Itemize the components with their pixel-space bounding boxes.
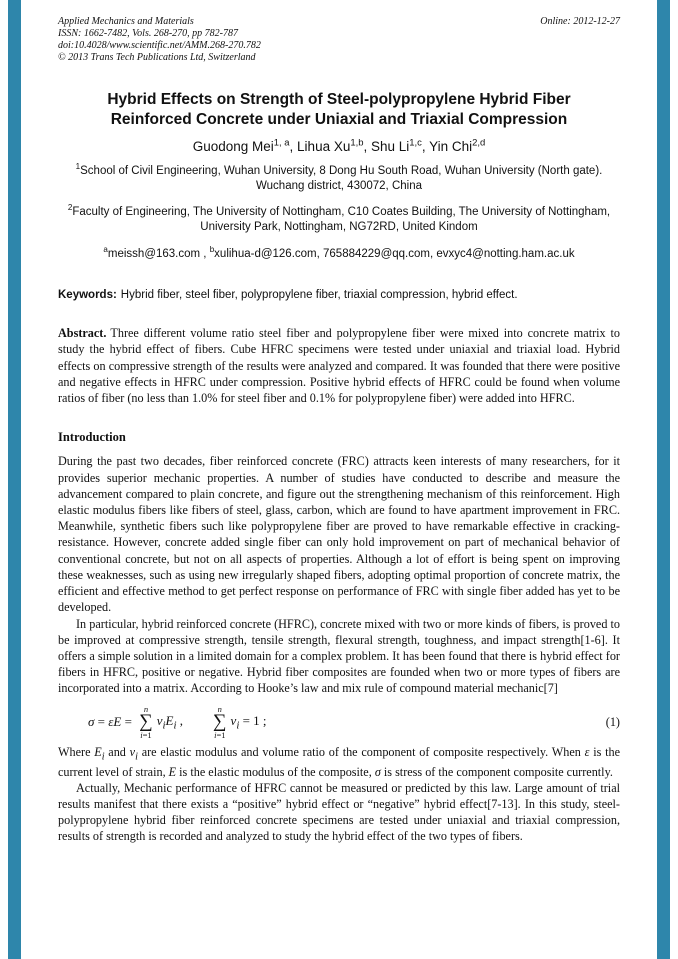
copyright-line: © 2013 Trans Tech Publications Ltd, Switzerland: [58, 52, 256, 63]
equation-1: [58, 705, 620, 740]
abstract-text: Three different volume ratio steel fiber and polypropylene fiber were mixed into concrete matrix to study the hybrid effect of fibers. Cube HFRC specimens were tested under uniaxial and triaxial load. Hybrid effects on compressive strength of the results were analyzed and compared. It was founded that there were positive and negative effects in HFRC under compression. Positive hybrid effects of HFRC could be found when volume ratios of fiber (no less than 1.0% for steel fiber and 0.1% for polypropylene fiber) were added into HFRC.: [58, 326, 620, 406]
keywords-label: Keywords:: [58, 288, 117, 301]
paper-title-line1: Hybrid Effects on Strength of Steel-polypropylene Hybrid Fiber: [107, 91, 571, 108]
summation-2-upper-limit: n: [217, 703, 222, 714]
summation-2-lower-limit: i=1: [214, 730, 226, 741]
doi-line: doi:10.4028/www.scientific.net/AMM.268-270.782: [58, 40, 261, 51]
right-edge-bar: [657, 0, 670, 959]
sigma-icon: ∑: [213, 711, 227, 733]
abstract-block: [58, 325, 620, 406]
keywords-block: [58, 288, 620, 304]
journal-title: Applied Mechanics and Materials: [58, 16, 194, 27]
affiliation-2: $^2$Faculty of Engineering, The University of Nottingham, C10 Coates Building, The University of Nottingham, University Park, Nottingham, NG72RD, United Kindom: [67, 202, 611, 234]
intro-paragraph-1: During the past two decades, fiber reinforced concrete (FRC) attracts keen interests of many researchers, for it provides superior mechanic properties. A number of studies have conducted to describe and measure the advancement compared to plain concrete, and figure out the strengthening mechanism of this reinforcement. High elastic modulus fibers like fibers of steel, glass, carbon, which are found to have apartment improvement in FRC. Meanwhile, synthetic fibers such like polypropylene fiber are proved to have remarkable effective in cracking-resistance. However, concrete added single fiber can only hold improvement on part of mechanical behavior of conventional concrete, but not on all aspects of properties. Although a lot of effort is being spent on improving these weaknesses, such as using new irregularly shaped fibers, adopting optimal proportion of concrete matrix, the efficient and effective method to get perfect response on performance of FRC with single fiber added has yet to be developed.: [58, 454, 620, 615]
paper-title: [58, 90, 620, 130]
summation-symbol-1: [139, 705, 153, 740]
summation-1-lower-limit: i=1: [140, 730, 152, 741]
authors-line: Guodong Mei$^{1, a}$, Lihua Xu$^{1,b}$, Shu Li$^{1,c}$, Yin Chi$^{2,d}$: [192, 137, 486, 154]
sigma-icon: ∑: [139, 711, 153, 733]
keywords-text: Hybrid fiber, steel fiber, polypropylene fiber, triaxial compression, hybrid effect.: [120, 288, 518, 301]
section-heading-introduction: Introduction: [58, 430, 126, 445]
affiliation-1: $^1$School of Civil Engineering, Wuhan University, 8 Dong Hu South Road, Wuhan University (North gate). Wuchang district, 430072, China: [75, 161, 603, 193]
equation-number: (1): [605, 714, 620, 729]
equation-term-1: $v_iE_i$ ,: [156, 712, 183, 732]
equation-lhs: σ = εE =: [88, 714, 136, 730]
intro-paragraph-4: Actually, Mechanic performance of HFRC cannot be measured or predicted by this law. Large amount of trial results manifest that there exists a “positive” hybrid effect or “negative” hybrid effect[7-13]. In this study, steel-polypropylene hybrid fiber reinforced concrete specimens are tested under uniaxial and triaxial compression, results of strength is recorded and analyzed to study the hybrid effect of the two types of fibers.: [58, 780, 620, 844]
emails-line: $^a$meissh@163.com , $^b$xulihua-d@126.com, 765884229@qq.com, evxyc4@notting.ham.ac.uk: [103, 244, 575, 260]
summation-symbol-2: [213, 705, 227, 740]
paper-content: [58, 0, 620, 845]
summation-1-upper-limit: n: [143, 703, 149, 714]
intro-paragraph-3: Where $E_i$ and $v_i$ are elastic modulus and volume ratio of the component of composite respectively. When ε is the current level of strain, E is the elastic modulus of the composite, σ is stress of the component composite currently.: [58, 744, 620, 779]
paper-title-line2: Reinforced Concrete under Uniaxial and Triaxial Compression: [110, 110, 568, 128]
online-date: Online: 2012-12-27: [540, 16, 620, 27]
paper-header: [58, 0, 620, 64]
issn-line: ISSN: 1662-7482, Vols. 268-270, pp 782-787: [58, 28, 238, 39]
intro-paragraph-2: In particular, hybrid reinforced concrete (HFRC), concrete mixed with two or more kinds of fibers, is proved to be improved at compressive strength, tensile strength, flexural strength, toughness, and impact strength[1-6]. It offers a simple solution in a limited domain for a complex problem. It has been found that there is hybrid effect for fibers in HFRC, positive or negative. Hybrid fiber composites are founded when two or more types of fibers are incorporated into a matrix. According to Hooke’s law and mix rule of compound material mechanic[7]: [58, 616, 620, 696]
left-edge-bar: [8, 0, 21, 959]
abstract-label: Abstract.: [58, 326, 107, 341]
journal-info-block: [58, 16, 261, 64]
equation-term-2: $v_i = 1$ ;: [230, 712, 267, 732]
